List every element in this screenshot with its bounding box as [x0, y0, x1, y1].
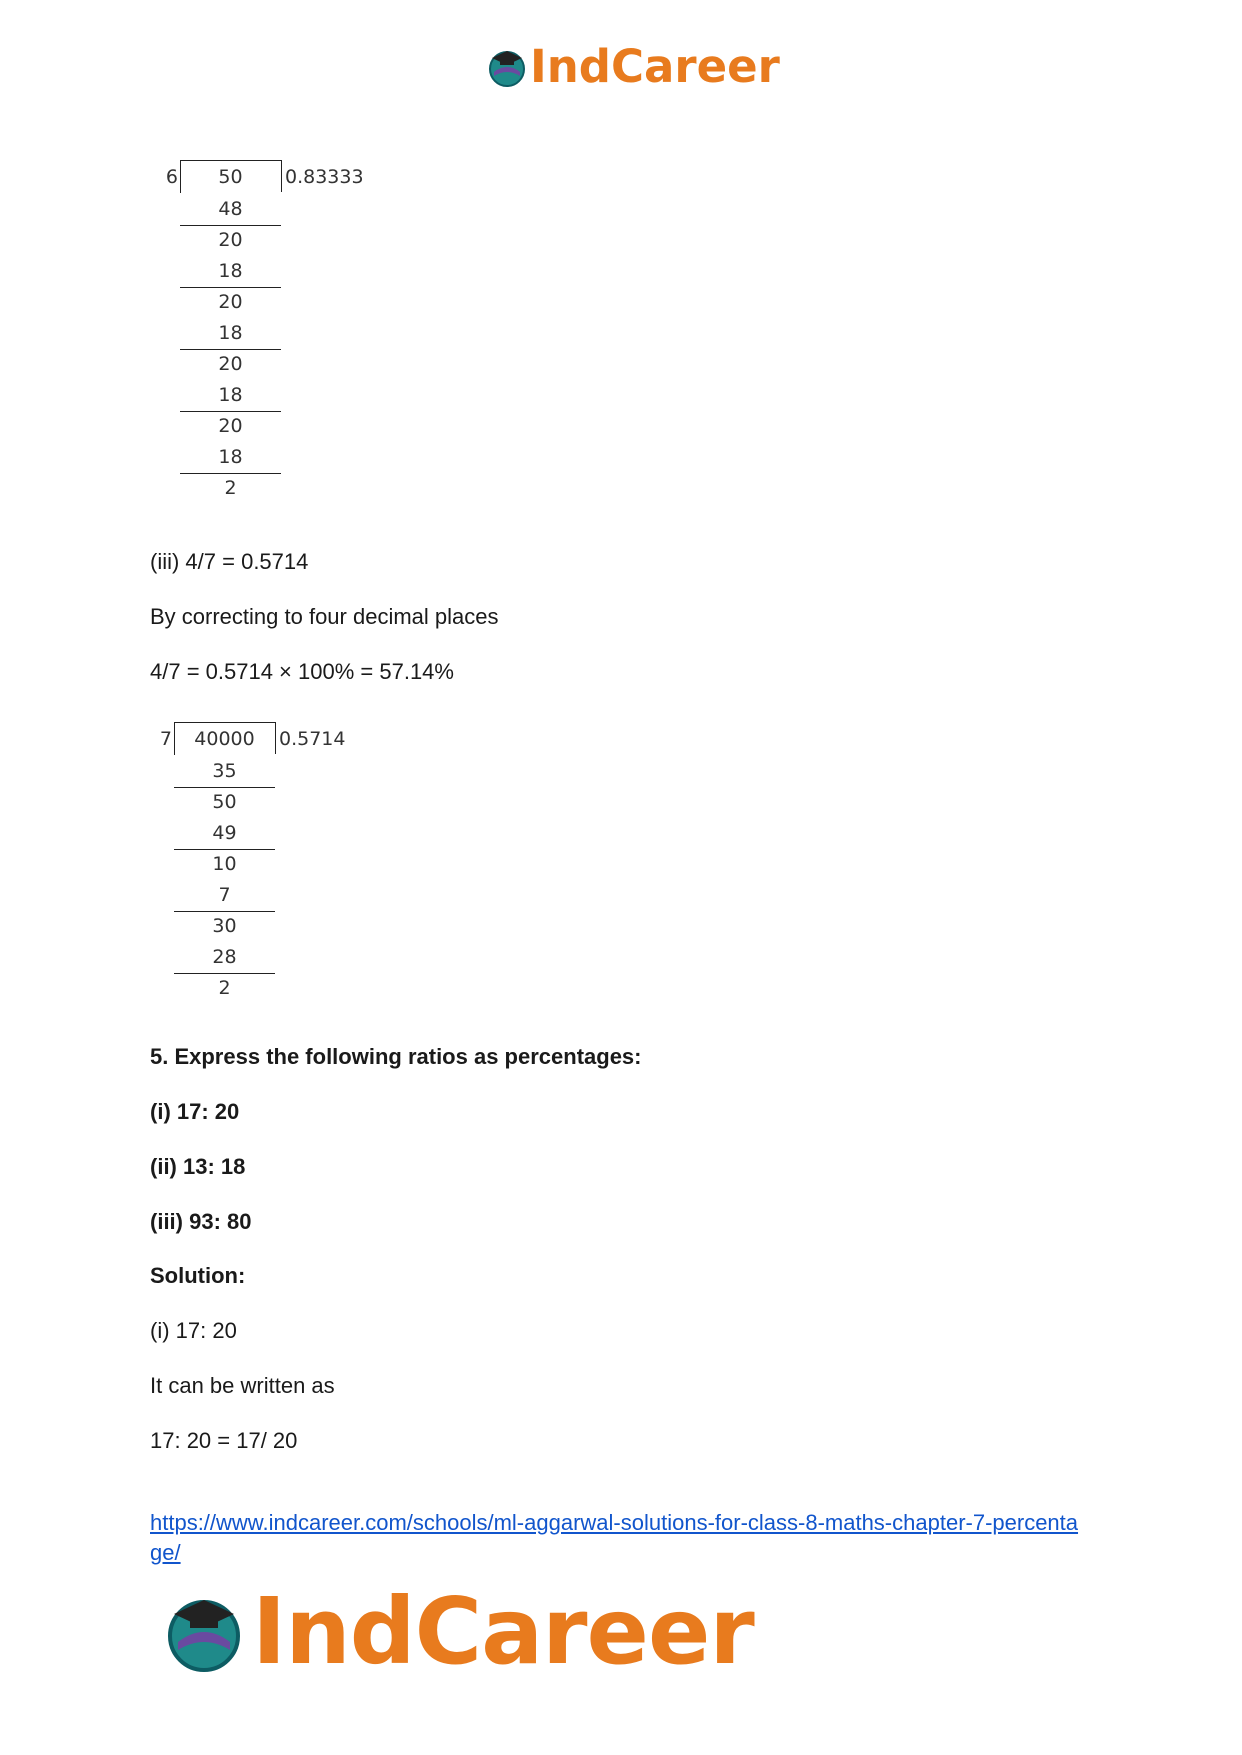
graduation-globe-icon: [486, 46, 528, 88]
graduation-globe-icon: [162, 1590, 246, 1674]
division-step: 20: [218, 291, 243, 313]
subtraction-rule: [180, 287, 281, 288]
division-step: 49: [212, 822, 237, 844]
part-iii-line-2: By correcting to four decimal places: [150, 604, 499, 629]
solution-line-3: 17: 20 = 17/ 20: [150, 1428, 298, 1453]
subtraction-rule: [174, 787, 275, 788]
divisor: 6: [165, 166, 178, 188]
brand-name: IndCareer: [530, 40, 780, 93]
question-5-item-i: (i) 17: 20: [150, 1099, 240, 1124]
source-link[interactable]: https://www.indcareer.com/schools/ml-aggarwal-solutions-for-class-8-maths-chapter-7-percentage/: [150, 1510, 1079, 1565]
division-step: 7: [218, 884, 231, 906]
division-bracket-right: [281, 160, 282, 192]
division-step: 18: [218, 322, 243, 344]
header-logo: [486, 40, 780, 93]
solution-line-1: (i) 17: 20: [150, 1318, 237, 1343]
quotient: 0.5714: [279, 728, 346, 750]
dividend: 50: [218, 166, 243, 188]
division-step: 28: [212, 946, 237, 968]
subtraction-rule: [174, 849, 275, 850]
solution-line-2: It can be written as: [150, 1373, 335, 1398]
long-division-7-into-40000: [152, 722, 392, 1022]
division-step: 18: [218, 260, 243, 282]
subtraction-rule: [180, 411, 281, 412]
division-step: 18: [218, 446, 243, 468]
division-step: 35: [212, 760, 237, 782]
brand-name: IndCareer: [252, 1578, 754, 1685]
solution-heading: Solution:: [150, 1263, 246, 1288]
dividend: 40000: [194, 728, 255, 750]
division-step: 2: [218, 977, 231, 999]
division-step: 20: [218, 353, 243, 375]
division-step: 50: [212, 791, 237, 813]
division-step: 48: [218, 198, 243, 220]
part-iii-line-1: (iii) 4/7 = 0.5714: [150, 549, 309, 574]
part-iii-line-3: 4/7 = 0.5714 × 100% = 57.14%: [150, 659, 454, 684]
question-5-item-ii: (ii) 13: 18: [150, 1154, 246, 1179]
question-5-item-iii: (iii) 93: 80: [150, 1209, 252, 1234]
division-step: 2: [224, 477, 237, 499]
subtraction-rule: [180, 349, 281, 350]
quotient: 0.83333: [285, 166, 364, 188]
division-step: 20: [218, 415, 243, 437]
subtraction-rule: [174, 973, 275, 974]
question-5-title: 5. Express the following ratios as percentages:: [150, 1044, 642, 1069]
subtraction-rule: [180, 473, 281, 474]
division-step: 30: [212, 915, 237, 937]
division-bracket-right: [275, 722, 276, 754]
subtraction-rule: [174, 911, 275, 912]
subtraction-rule: [180, 225, 281, 226]
long-division-6-into-50: [158, 160, 398, 520]
division-step: 20: [218, 229, 243, 251]
divisor: 7: [159, 728, 172, 750]
division-step: 10: [212, 853, 237, 875]
division-step: 18: [218, 384, 243, 406]
footer-logo: [162, 1578, 754, 1685]
